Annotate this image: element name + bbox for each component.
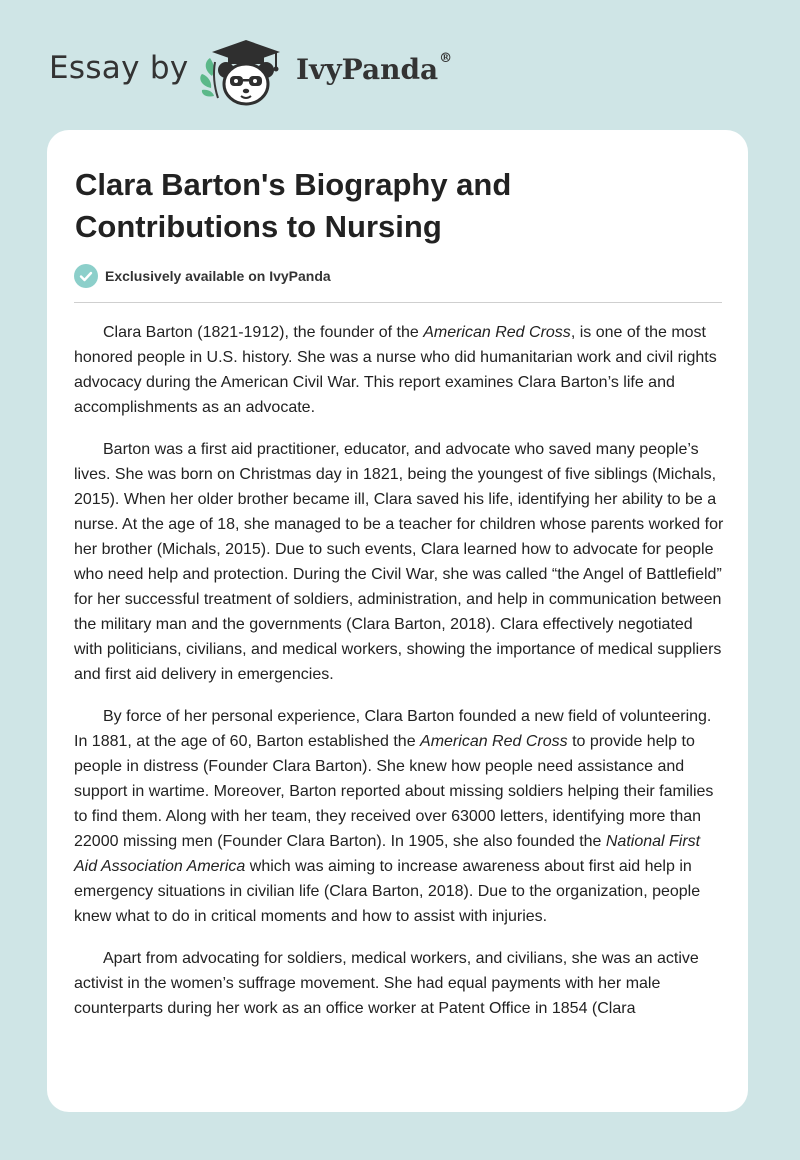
brand-name[interactable] <box>296 53 452 86</box>
divider <box>74 302 722 303</box>
organization-name: American Red Cross <box>420 733 568 750</box>
paragraph-text: By force of her personal experience, Clara Barton founded a new field of volunteering. In 1881, at the age of 60, Barton established the <box>74 708 712 750</box>
paragraph-4 <box>74 946 724 1021</box>
essay-body <box>74 320 724 1038</box>
paragraph-3 <box>74 704 724 929</box>
registered-mark: ® <box>439 51 453 66</box>
paragraph-2 <box>74 437 724 687</box>
paragraph-text: Apart from advocating for soldiers, medical workers, and civilians, she was an active activist in the women’s suffrage movement. She had equal payments with her male counterparts during her work as an office worker at Patent Office in 1854 (Clara <box>74 950 699 1017</box>
panda-graduate-icon[interactable] <box>198 36 288 108</box>
site-header <box>0 0 800 130</box>
paragraph-text: to provide help to people in distress (Founder Clara Barton). She knew how people need assistance and support in wartime. Moreover, Barton reported about missing soldiers helping their families to find them. Along with her team, they received over 63000 letters, identifying more than 22000 missing men (Founder Clara Barton). In 1905, she also founded the <box>74 733 714 850</box>
organization-name: American Red Cross <box>423 324 571 341</box>
page-title: Clara Barton's Biography and Contributions to Nursing <box>75 167 512 244</box>
paragraph-text: which was aiming to increase awareness about first aid help in emergency situations in civilian life (Clara Barton, 2018). Due to the organization, people knew what to do in critical moments and how to assist with injuries. <box>74 858 701 925</box>
organization-name: National First Aid Association America <box>74 833 701 875</box>
exclusive-badge <box>74 263 331 289</box>
paragraph-1 <box>74 320 724 420</box>
check-circle-icon <box>74 264 98 288</box>
essay-by-label: Essay by <box>49 50 189 86</box>
paragraph-text: Barton was a first aid practitioner, educator, and advocate who saved many people’s lives. She was born on Christmas day in 1821, being the youngest of five siblings (Michals, 2015). When her older brother became ill, Clara saved his life, identifying her ability to be a nurse. At the age of 18, she managed to be a teacher for children whose parents worked for her brother (Michals, 2015). Due to such events, Clara learned how to advocate for people who need help and protection. During the Civil War, she was called “the Angel of Battlefield” for her successful treatment of soldiers, administration, and help in communication between the military man and the governments (Clara Barton, 2018). Clara effectively negotiated with politicians, civilians, and medical workers, showing the importance of medical suppliers and first aid delivery in emergencies. <box>74 441 724 683</box>
brand-name-text: IvyPanda <box>296 53 439 86</box>
paragraph-text: Clara Barton (1821-1912), the founder of the <box>103 324 424 341</box>
paragraph-text: , is one of the most honored people in U.S. history. She was a nurse who did humanitarian work and civil rights advocacy during the American Civil War. This report examines Clara Barton’s life and accomplishments as an advocate. <box>74 324 717 416</box>
badge-label: Exclusively available on IvyPanda <box>105 268 331 284</box>
essay-card <box>47 130 748 1112</box>
